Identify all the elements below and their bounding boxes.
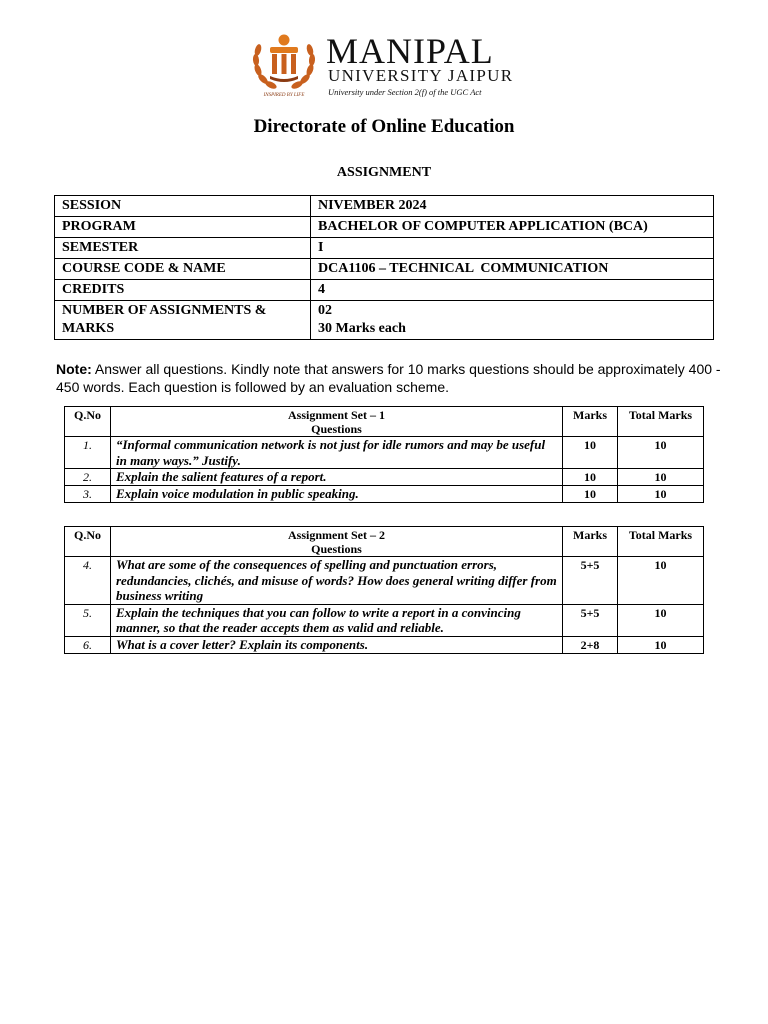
- question-number: 2.: [65, 469, 111, 486]
- table-header-row: [65, 527, 704, 557]
- questions-heading: Questions: [311, 542, 362, 556]
- info-value: [311, 301, 714, 340]
- info-label: PROGRAM: [55, 217, 311, 238]
- marks-each: 30 Marks each: [318, 321, 406, 336]
- info-row: [55, 280, 714, 301]
- instructions-note: [56, 360, 724, 396]
- info-label: SEMESTER: [55, 238, 311, 259]
- note-text: Answer all questions. Kindly note that answers for 10 marks questions should be approximately 400 - 450 words. Each question is followed by an evaluation scheme.: [56, 361, 721, 395]
- info-value: 4: [311, 280, 714, 301]
- question-marks: 5+5: [563, 557, 618, 605]
- question-marks: 10: [563, 469, 618, 486]
- question-number: 3.: [65, 486, 111, 503]
- question-text: What is a cover letter? Explain its components.: [111, 636, 563, 653]
- question-marks: 10: [563, 486, 618, 503]
- info-value: DCA1106 – TECHNICAL COMMUNICATION: [311, 259, 714, 280]
- table-row: [65, 469, 704, 486]
- assignment-title: ASSIGNMENT: [336, 165, 432, 180]
- assignment-set-1-table: [64, 406, 704, 503]
- info-value: I: [311, 238, 714, 259]
- question-marks: 2+8: [563, 636, 618, 653]
- info-value: NIVEMBER 2024: [311, 196, 714, 217]
- table-header-row: [65, 407, 704, 437]
- question-text: “Informal communication network is not just for idle rumors and may be useful in many ways.” Justify.: [111, 437, 563, 469]
- question-total: 10: [618, 486, 704, 503]
- col-questions: [111, 527, 563, 557]
- question-text: Explain voice modulation in public speaking.: [111, 486, 563, 503]
- col-qno: Q.No: [65, 527, 111, 557]
- question-number: 6.: [65, 636, 111, 653]
- question-total: 10: [618, 437, 704, 469]
- emblem-motto: INSPIRED BY LIFE: [263, 93, 305, 98]
- question-total: 10: [618, 604, 704, 636]
- logo-tagline: University under Section 2(f) of the UGC Act: [328, 87, 482, 97]
- col-total-marks: Total Marks: [618, 407, 704, 437]
- question-marks: 10: [563, 437, 618, 469]
- info-row: [55, 238, 714, 259]
- assignment-set-2-table: [64, 526, 704, 654]
- logo-name: MANIPAL: [326, 31, 494, 71]
- question-marks: 5+5: [563, 604, 618, 636]
- col-questions: [111, 407, 563, 437]
- table-row: [65, 486, 704, 503]
- assignment-count: 02: [318, 303, 332, 318]
- questions-heading: Questions: [311, 422, 362, 436]
- table-row: [65, 636, 704, 653]
- info-label: SESSION: [55, 196, 311, 217]
- set-title: Assignment Set – 2: [287, 528, 385, 542]
- question-text: Explain the techniques that you can follow to write a report in a convincing manner, so that the reader accepts them as valid and reliable.: [111, 604, 563, 636]
- col-qno: Q.No: [65, 407, 111, 437]
- info-row: [55, 259, 714, 280]
- question-number: 5.: [65, 604, 111, 636]
- laurel-emblem-icon: [250, 30, 318, 98]
- table-row: [65, 604, 704, 636]
- info-row: [55, 196, 714, 217]
- question-number: 4.: [65, 557, 111, 605]
- course-info-table: [54, 195, 714, 340]
- table-row: [65, 557, 704, 605]
- question-total: 10: [618, 557, 704, 605]
- university-logo: [250, 30, 530, 98]
- info-label: COURSE CODE & NAME: [55, 259, 311, 280]
- col-total-marks: Total Marks: [618, 527, 704, 557]
- info-row: [55, 217, 714, 238]
- col-marks: Marks: [563, 527, 618, 557]
- table-row: [65, 437, 704, 469]
- question-total: 10: [618, 469, 704, 486]
- info-row: [55, 301, 714, 340]
- note-label: Note:: [56, 361, 92, 377]
- directorate-title: Directorate of Online Education: [253, 116, 515, 137]
- info-label: CREDITS: [55, 280, 311, 301]
- question-total: 10: [618, 636, 704, 653]
- question-text: Explain the salient features of a report.: [111, 469, 563, 486]
- col-marks: Marks: [563, 407, 618, 437]
- question-text: What are some of the consequences of spelling and punctuation errors, redundancies, clichés, and misuse of words? How does general writing differ from business writing: [111, 557, 563, 605]
- set-title: Assignment Set – 1: [287, 408, 385, 422]
- info-value: BACHELOR OF COMPUTER APPLICATION (BCA): [311, 217, 714, 238]
- info-label: NUMBER OF ASSIGNMENTS & MARKS: [55, 301, 311, 340]
- logo-subtitle: UNIVERSITY JAIPUR: [328, 66, 514, 85]
- question-number: 1.: [65, 437, 111, 469]
